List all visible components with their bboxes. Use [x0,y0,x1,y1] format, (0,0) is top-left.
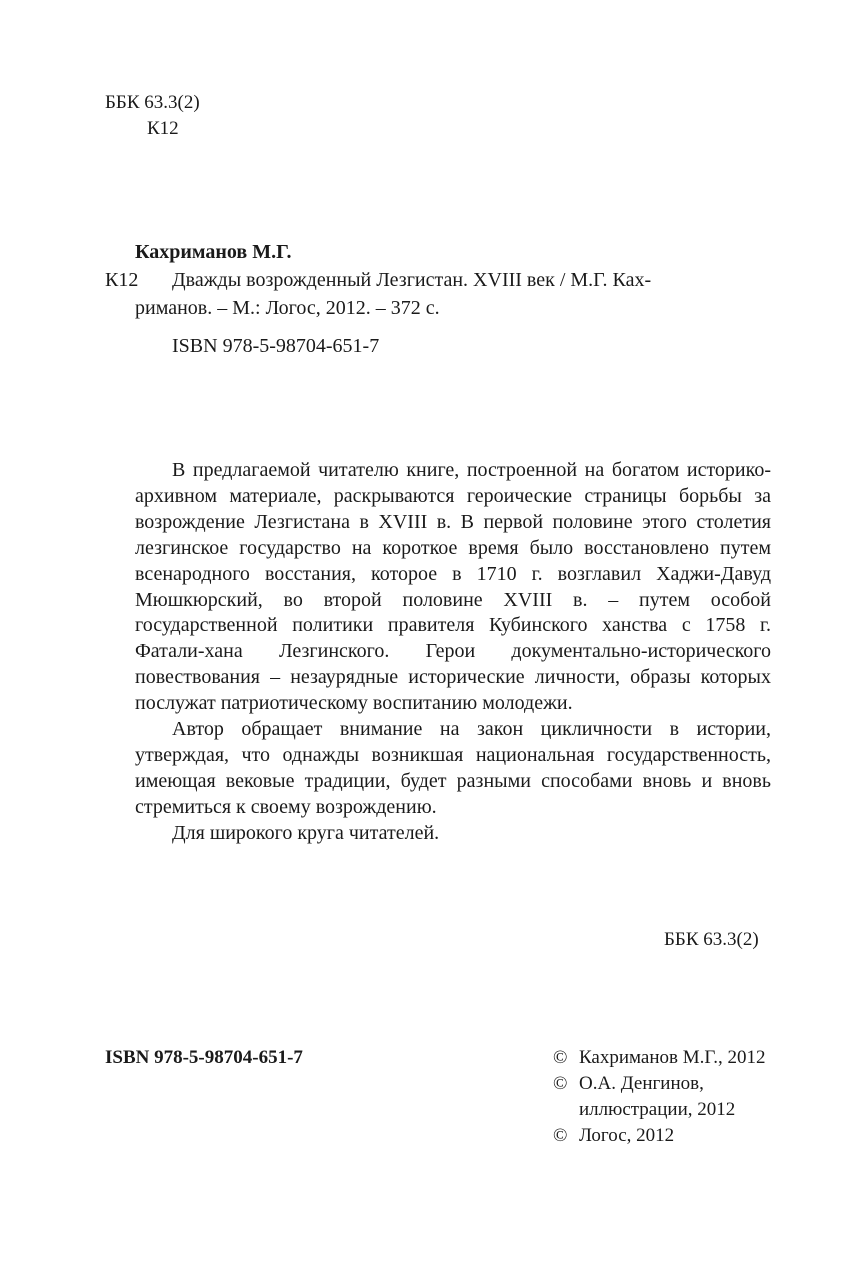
copyright-icon: © [553,1047,568,1068]
annotation-paragraph-3: Для широкого круга читателей. [172,821,440,844]
annotation-paragraph-2: Автор обращает внимание на закон цикличности в истории, утверждая, что однажды возникшая национальная государственность, имеющая вековые традиции, будет разными способами вновь и вновь стремиться к своему возрождению. [135,718,771,818]
copyright-author-text: Кахриманов М.Г., 2012 [579,1047,766,1068]
copyright-icon: © [553,1125,568,1146]
copyright-author [553,1045,765,1071]
author-sign: К12 [105,269,139,291]
copyright-illustrator-text-2: иллюстрации, 2012 [579,1099,736,1120]
bbk-classification-bottom: ББК 63.3(2) [664,929,759,950]
bibliographic-title-line-2: риманов. – М.: Логос, 2012. – 372 с. [135,297,440,319]
annotation-paragraph-1: В предлагаемой читателю книге, построенной на богатом историко-архивном материале, раскрываются героические страницы борьбы за возрождение Лезгистана в XVIII в. В первой половине этого столетия лезгинское государство на короткое время было восстановлено путем всенародного восстания, которое в 1710 г. возглавил Хаджи-Давуд Мюшкюрский, во второй половине XVIII в. – путем особой государственной политики правителя Кубинского ханства с 1758 г. Фатали-хана Лезгинского. Герои документально-исторического повествования – незаурядные исторические личности, образы которых послужат патриотическому воспитанию молодежи. [135,459,771,715]
copyright-illustrator-text: О.А. Денгинов, [579,1073,704,1094]
copyright-block [553,1045,765,1149]
annotation [135,458,771,847]
author-heading: Кахриманов М.Г. [135,241,292,263]
isbn-record: ISBN 978-5-98704-651-7 [172,335,380,357]
copyright-publisher-text: Логос, 2012 [579,1125,675,1146]
bibliographic-title-line-1: Дважды возрожденный Лезгистан. XVIII век / М.Г. Ках- [172,269,652,291]
author-sign-top: К12 [147,118,179,139]
copyright-illustrator [553,1071,765,1097]
copyright-publisher [553,1123,765,1149]
bbk-classification-top: ББК 63.3(2) [105,92,200,113]
isbn-footer: ISBN 978-5-98704-651-7 [105,1047,303,1068]
copyright-icon: © [553,1073,568,1094]
copyright-illustrator-continued [553,1097,765,1123]
